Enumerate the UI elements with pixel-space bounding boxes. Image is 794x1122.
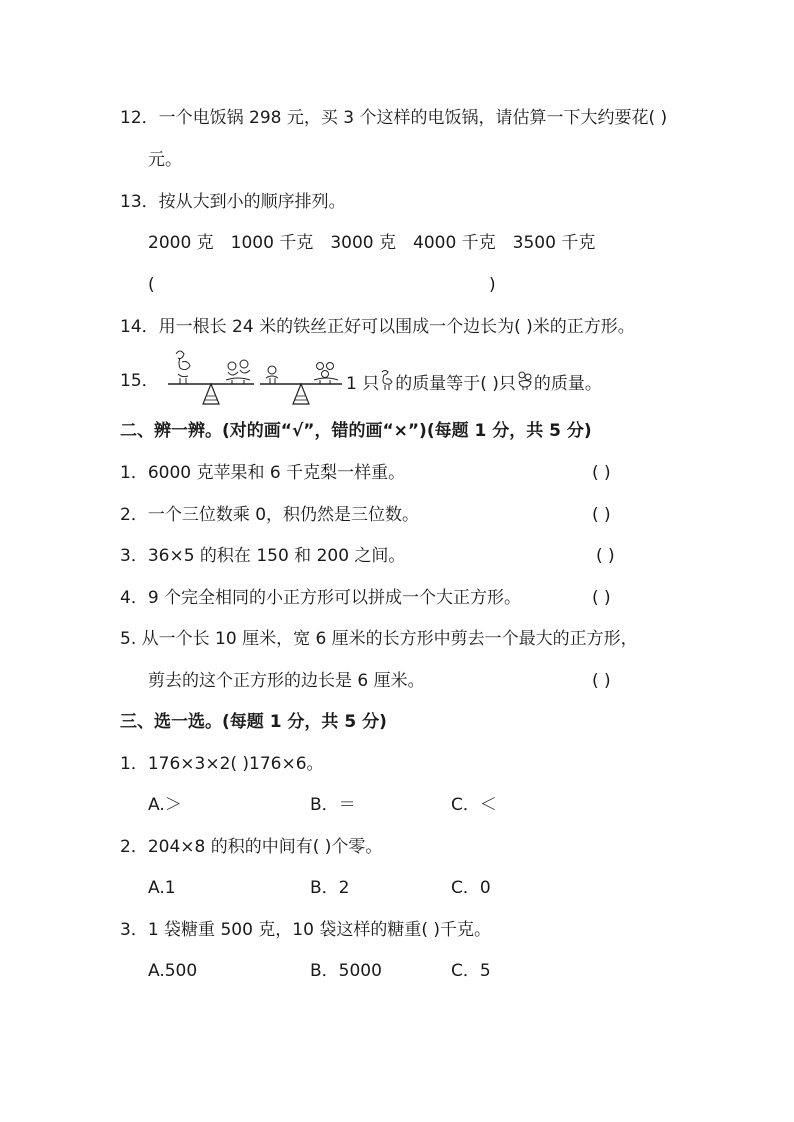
question-15-number: 15． bbox=[120, 371, 159, 391]
section-3-question-3-option-c: C．5 bbox=[451, 961, 491, 981]
question-13-prompt: 13．按从大到小的顺序排列。 bbox=[120, 192, 346, 212]
section-2-item-5-line1: 5. 从一个长 10 厘米，宽 6 厘米的长方形中剪去一个最大的正方形， bbox=[120, 629, 638, 649]
balance-scales-icon bbox=[162, 344, 344, 408]
section-2-item-5-paren: ( ) bbox=[592, 671, 611, 691]
section-2-item-1: 1．6000 克苹果和 6 千克梨一样重。 bbox=[120, 463, 406, 483]
question-15-text bbox=[346, 369, 602, 399]
question-14: 14．用一根长 24 米的铁丝正好可以围成一个边长为( )米的正方形。 bbox=[120, 317, 635, 337]
chick-icon bbox=[516, 369, 534, 399]
section-2-item-4-paren: ( ) bbox=[592, 588, 611, 608]
question-12-line2: 元。 bbox=[148, 150, 182, 170]
section-3-question-3-option-b: B．5000 bbox=[310, 961, 382, 981]
goose-icon bbox=[379, 369, 395, 399]
section-3-question-1-option-c: C．＜ bbox=[451, 795, 497, 815]
question-15-text-a: 1 只 bbox=[346, 374, 380, 394]
question-12-line1: 12．一个电饭锅 298 元，买 3 个这样的电饭锅，请估算一下大约要花( ) bbox=[120, 108, 668, 128]
section-3-question-3: 3．1 袋糖重 500 克，10 袋这样的糖重( )千克。 bbox=[120, 920, 491, 940]
section-2-item-5-line2: 剪去的这个正方形的边长是 6 厘米。 bbox=[148, 671, 425, 691]
question-15-text-c: 的质量。 bbox=[533, 374, 602, 394]
question-13-blank-close: ) bbox=[489, 275, 496, 295]
section-3-question-3-option-a: A.500 bbox=[148, 961, 198, 981]
section-3-question-2-option-b: B．2 bbox=[310, 878, 350, 898]
section-3-question-2: 2．204×8 的积的中间有( )个零。 bbox=[120, 837, 383, 857]
section-3-question-2-option-c: C．0 bbox=[451, 878, 491, 898]
question-13-items: 2000 克 1000 千克 3000 克 4000 千克 3500 千克 bbox=[148, 233, 596, 253]
section-3-question-2-option-a: A.1 bbox=[148, 878, 176, 898]
section-2-item-3-paren: ( ) bbox=[596, 546, 615, 566]
section-3-question-1: 1．176×3×2( )176×6。 bbox=[120, 754, 324, 774]
section-2-title: 二、辨一辨。(对的画“√”，错的画“×”)(每题 1 分，共 5 分) bbox=[120, 421, 592, 441]
section-2-item-1-paren: ( ) bbox=[592, 463, 611, 483]
section-3-question-1-option-a: A.＞ bbox=[148, 795, 182, 815]
question-15-text-b: 的质量等于( )只 bbox=[395, 374, 516, 394]
section-2-item-2-paren: ( ) bbox=[592, 505, 611, 525]
section-2-item-2: 2．一个三位数乘 0，积仍然是三位数。 bbox=[120, 505, 420, 525]
section-2-item-3: 3．36×5 的积在 150 和 200 之间。 bbox=[120, 546, 406, 566]
question-13-blank-open: ( bbox=[148, 275, 155, 295]
section-2-item-4: 4．9 个完全相同的小正方形可以拼成一个大正方形。 bbox=[120, 588, 522, 608]
balance-scales-figure bbox=[162, 344, 344, 408]
section-3-title: 三、选一选。(每题 1 分，共 5 分) bbox=[120, 712, 387, 732]
section-3-question-1-option-b: B．＝ bbox=[310, 795, 356, 815]
